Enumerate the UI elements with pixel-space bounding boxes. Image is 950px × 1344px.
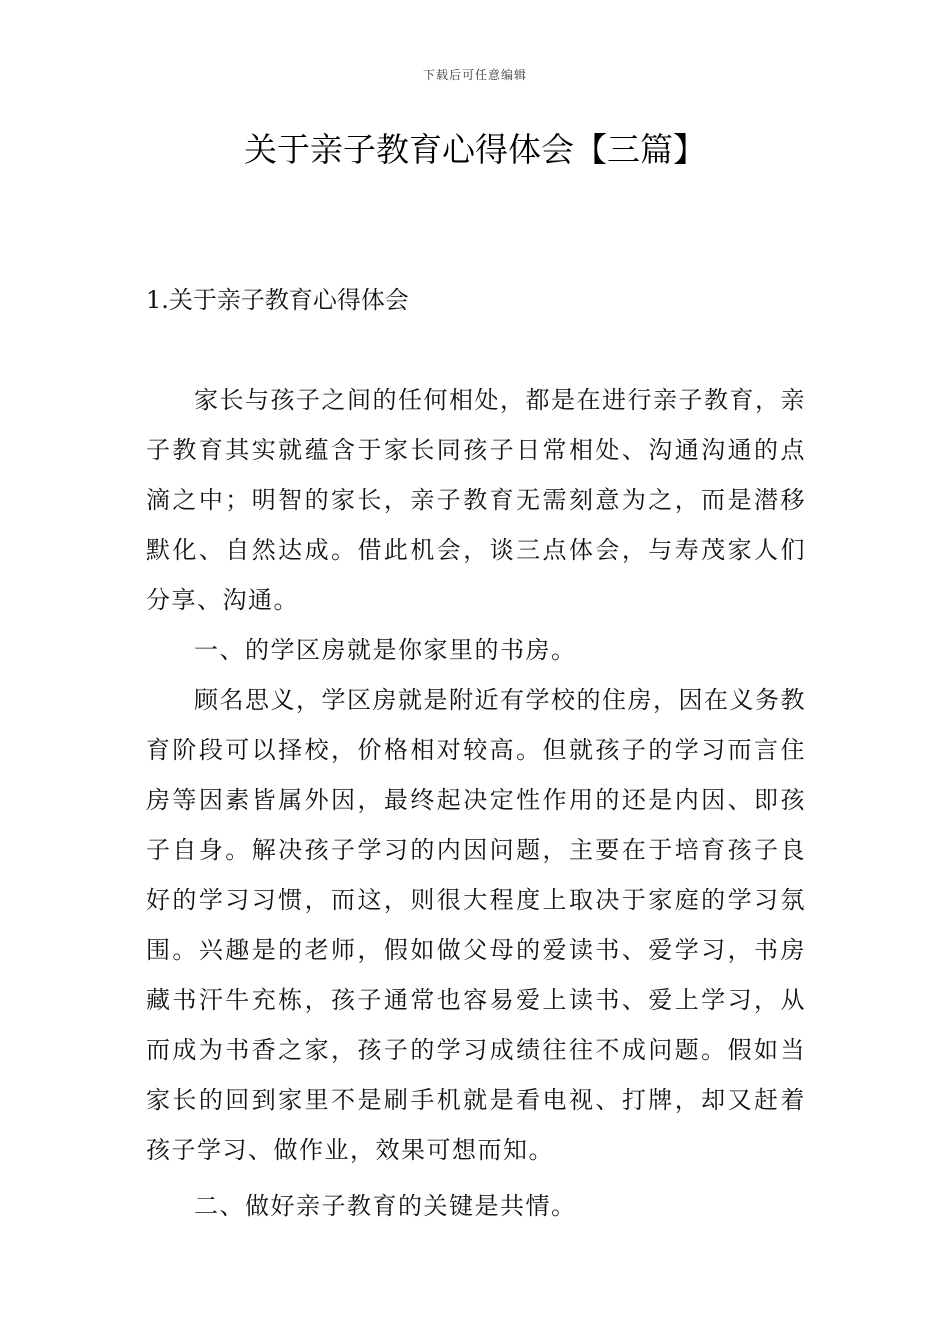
document-title: 关于亲子教育心得体会【三篇】: [244, 130, 706, 169]
paragraph-point-one-body: 顾名思义，学区房就是附近有学校的住房，因在义务教育阶段可以择校，价格相对较高。但就孩子的学习而言住房等因素皆属外因，最终起决定性作用的还是内因、即孩子自身。解决孩子学习的内因问题，主要在于培育孩子良好的学习习惯，而这，则很大程度上取决于家庭的学习氛围。兴趣是的老师，假如做父母的爱读书、爱学习，书房藏书汗牛充栋，孩子通常也容易爱上读书、爱上学习，从而成为书香之家，孩子的学习成绩往往不成问题。假如当家长的回到家里不是刷手机就是看电视、打牌，却又赶着孩子学习、做作业，效果可想而知。: [146, 686, 806, 1164]
paragraph-intro: 家长与孩子之间的任何相处，都是在进行亲子教育，亲子教育其实就蕴含于家长同孩子日常相处、沟通沟通的点滴之中；明智的家长，亲子教育无需刻意为之，而是潜移默化、自然达成。借此机会，谈三点体会，与寿茂家人们分享、沟通。: [146, 386, 806, 614]
paragraph-point-one-heading: 一、的学区房就是你家里的书房。: [194, 636, 577, 664]
paragraph-point-two-heading: 二、做好亲子教育的关键是共情。: [194, 1192, 577, 1220]
body-text: [146, 375, 806, 1231]
header-note: 下载后可任意编辑: [422, 68, 527, 82]
section-heading: 1.关于亲子教育心得体会: [146, 286, 409, 314]
